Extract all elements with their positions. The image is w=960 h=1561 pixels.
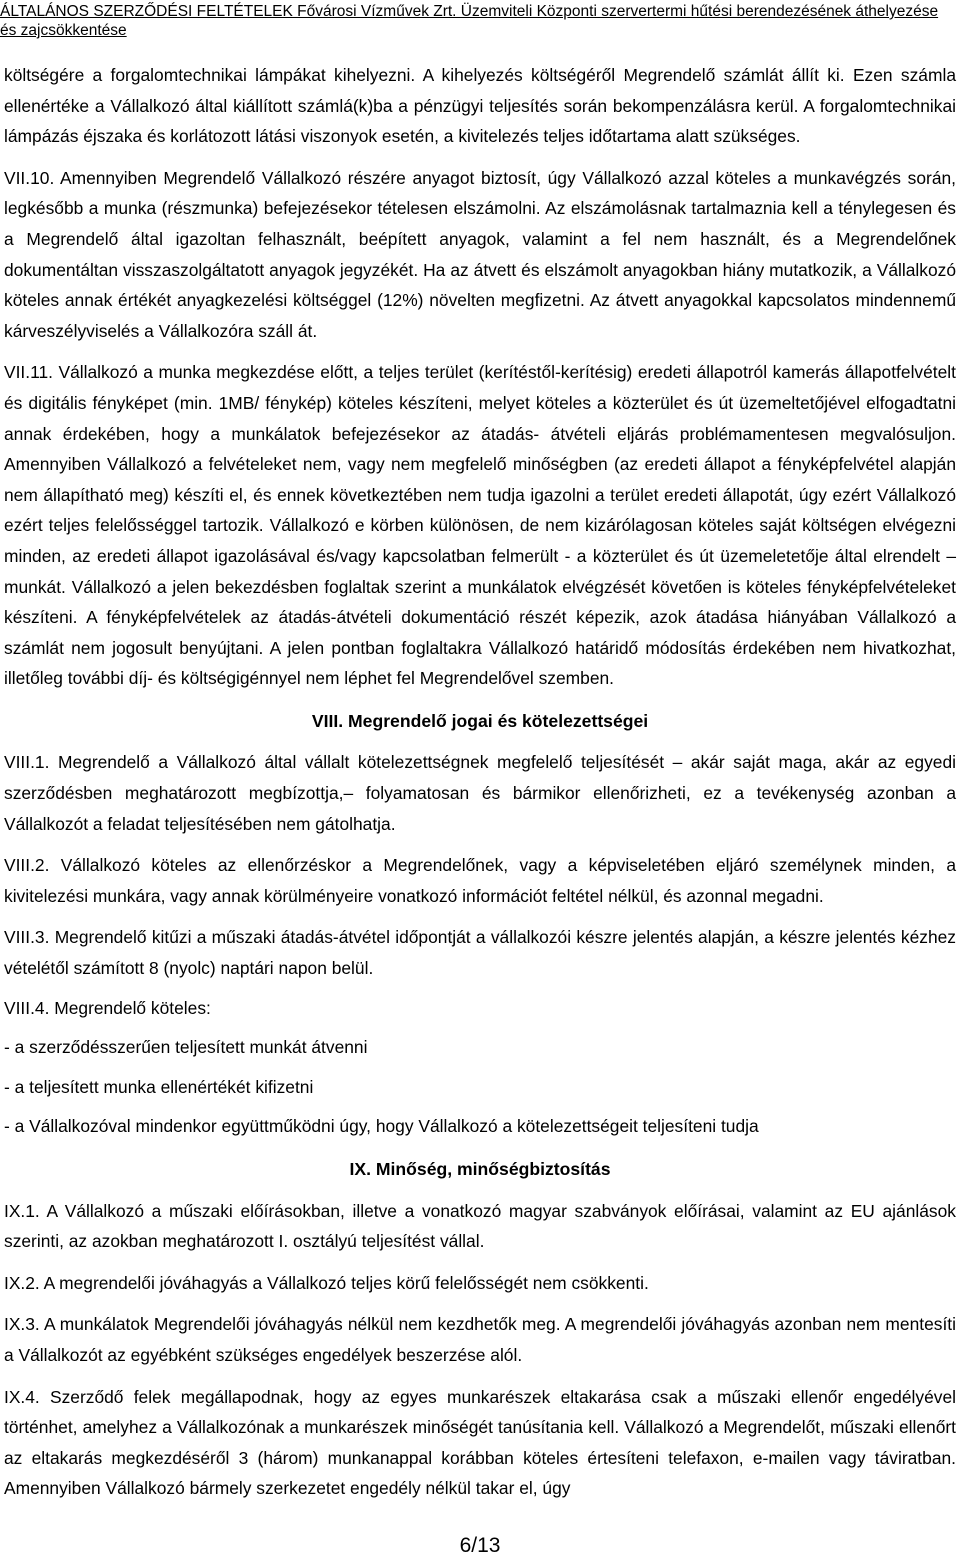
section-heading-viii: VIII. Megrendelő jogai és kötelezettségei [311,710,649,731]
list-item: - a teljesített munka ellenértékét kifizetni [4,1076,314,1097]
paragraph-viii-1: VIII.1. Megrendelő a Vállalkozó által vállalt kötelezettségnek megfelelő teljesítését – akár saját maga, akár az egyedi szerződésben meghatározott megbízottja,– folyamatosan és bármikor ellenőrizheti, ez a tevékenység azonban a Vállalkozót a feladat teljesítésében nem gátolhatja. [4,752,956,834]
paragraph-ix-4: IX.4. Szerződő felek megállapodnak, hogy az egyes munkarészek eltakarása csak a műszaki ellenőr engedélyével történhet, amelyhez a Vállalkozónak a munkarészek minőségét tanúsítania kell. Vállalkozó a Megrendelőt, műszaki ellenőrt az eltakarás megkezdéséről 3 (három) munkanappal korábban köteles értesíteni telefaxon, e-mailen vagy táviratban. Amennyiben Vállalkozó bármely szerkezetet engedély nélkül takar el, úgy [4,1386,956,1499]
document-body [4,60,956,1504]
running-header: ÁLTALÁNOS SZERZŐDÉSI FELTÉTELEK Fővárosi Vízművek Zrt. Üzemviteli Központi szervertermi hűtési berendezésének áthelyezése és zajcsökkentése [0,3,939,39]
paragraph: költségére a forgalomtechnikai lámpákat kihelyezni. A kihelyezés költségéről Megrendelő számlát állít ki. Ezen számla ellenértéke a Vállalkozó által kiállított számlá(k)ba a pénzügyi teljesítés során bekompenzálásra kerül. A forgalomtechnikai lámpázás éjszaka és korlátozott látási viszonyok esetén, a kivitelezés teljes időtartama alatt szükséges. [4,65,956,147]
paragraph-viii-3: VIII.3. Megrendelő kitűzi a műszaki átadás-átvétel időpontját a vállalkozói készre jelentés alapján, a készre jelentés kézhez vételétől számított 8 (nyolc) naptári napon belül. [4,927,956,979]
paragraph-ix-3: IX.3. A munkálatok Megrendelői jóváhagyás nélkül nem kezdhetők meg. A megrendelői jóváhagyás azonban nem mentesíti a Vállalkozót az egyébként szükséges engedélyek beszerzése alól. [4,1314,956,1365]
paragraph-viii-4: VIII.4. Megrendelő köteles: [4,997,211,1018]
paragraph-viii-2: VIII.2. Vállalkozó köteles az ellenőrzéskor a Megrendelőnek, vagy a képviseletében eljáró személynek minden, a kivitelezési munkára, vagy annak körülményeire vonatkozó információt feltétel nélkül, és azonnal megadni. [4,855,956,906]
paragraph-ix-2: IX.2. A megrendelői jóváhagyás a Vállalkozó teljes körű felelősségét nem csökkenti. [4,1272,649,1293]
list-item: - a szerződésszerűen teljesített munkát átvenni [4,1037,368,1058]
paragraph-vii-11: VII.11. Vállalkozó a munka megkezdése előtt, a teljes terület (kerítéstől-kerítésig) eredeti állapotról kamerás állapotfelvételt és digitális fényképet (min. 1MB/ fénykép) köteles készíteni, melyet köteles a közterület és út üzemeltetőjével elfogadtatni annak érdekében, hogy a munkálatok befejezésekor az átadás- átvételi eljárás problémamentesen megvalósuljon. Amennyiben Vállalkozó a felvételeket nem, vagy nem megfelelő minőségben (az eredeti állapot a fényképfelvétel alapján nem állapítható meg) készíti el, és ennek következtében nem tudja igazolni a terület eredeti állapotát, úgy ezért Vállalkozó ezért teljes felelősséggel tartozik. Vállalkozó e körben különösen, de nem kizárólagosan köteles saját költségen elvégezni minden, az eredeti állapot igazolásával és/vagy kapcsolatban felmerült - a közterület és út üzemeletetője által elrendelt – munkát. Vállalkozó a jelen bekezdésben foglaltak szerint a munkálatok elvégzését követően is köteles fényképfelvételeket készíteni. A fényképfelvételek az átadás-átvételi dokumentáció részét képezik, azok átadása hiányában Vállalkozó a számlát nem jogosult benyújtani. A jelen pontban foglaltakra Vállalkozó határidő módosítás érdekében nem hivatkozhat, illetőleg további díj- és költségigénnyel nem léphet fel Megrendelővel szemben. [4,362,956,689]
section-heading-ix: IX. Minőség, minőségbiztosítás [349,1159,611,1179]
list-item: - a Vállalkozóval mindenkor együttműködni úgy, hogy Vállalkozó a kötelezettségeit teljesíteni tudja [4,1116,759,1137]
paragraph-vii-10: VII.10. Amennyiben Megrendelő Vállalkozó részére anyagot biztosít, úgy Vállalkozó azzal köteles a munkavégzés során, legkésőbb a munka (részmunka) befejezésekor tételesen elszámolni. Az elszámolásnak tartalmaznia kell a ténylegesen és a Megrendelő által igazoltan felhasznált, beépített anyagok, valamint a fel nem használt, és a Megrendelőnek dokumentáltan visszaszolgáltatott anyagok jegyzékét. Ha az átvett és elszámolt anyagokban hiány mutatkozik, a Vállalkozó köteles annak értékét anyagkezelési költséggel (12%) növelten megfizetni. Az átvett anyagokkal kapcsolatos mindennemű kárveszélyviselés a Vállalkozóra száll át. [4,167,956,341]
page-number: 6/13 [459,1534,501,1557]
paragraph-ix-1: IX.1. A Vállalkozó a műszaki előírásokban, illetve a vonatkozó magyar szabványok előírásai, valamint az EU ajánlások szerinti, az azokban meghatározott I. osztályú teljesítést vállal. [4,1200,956,1252]
